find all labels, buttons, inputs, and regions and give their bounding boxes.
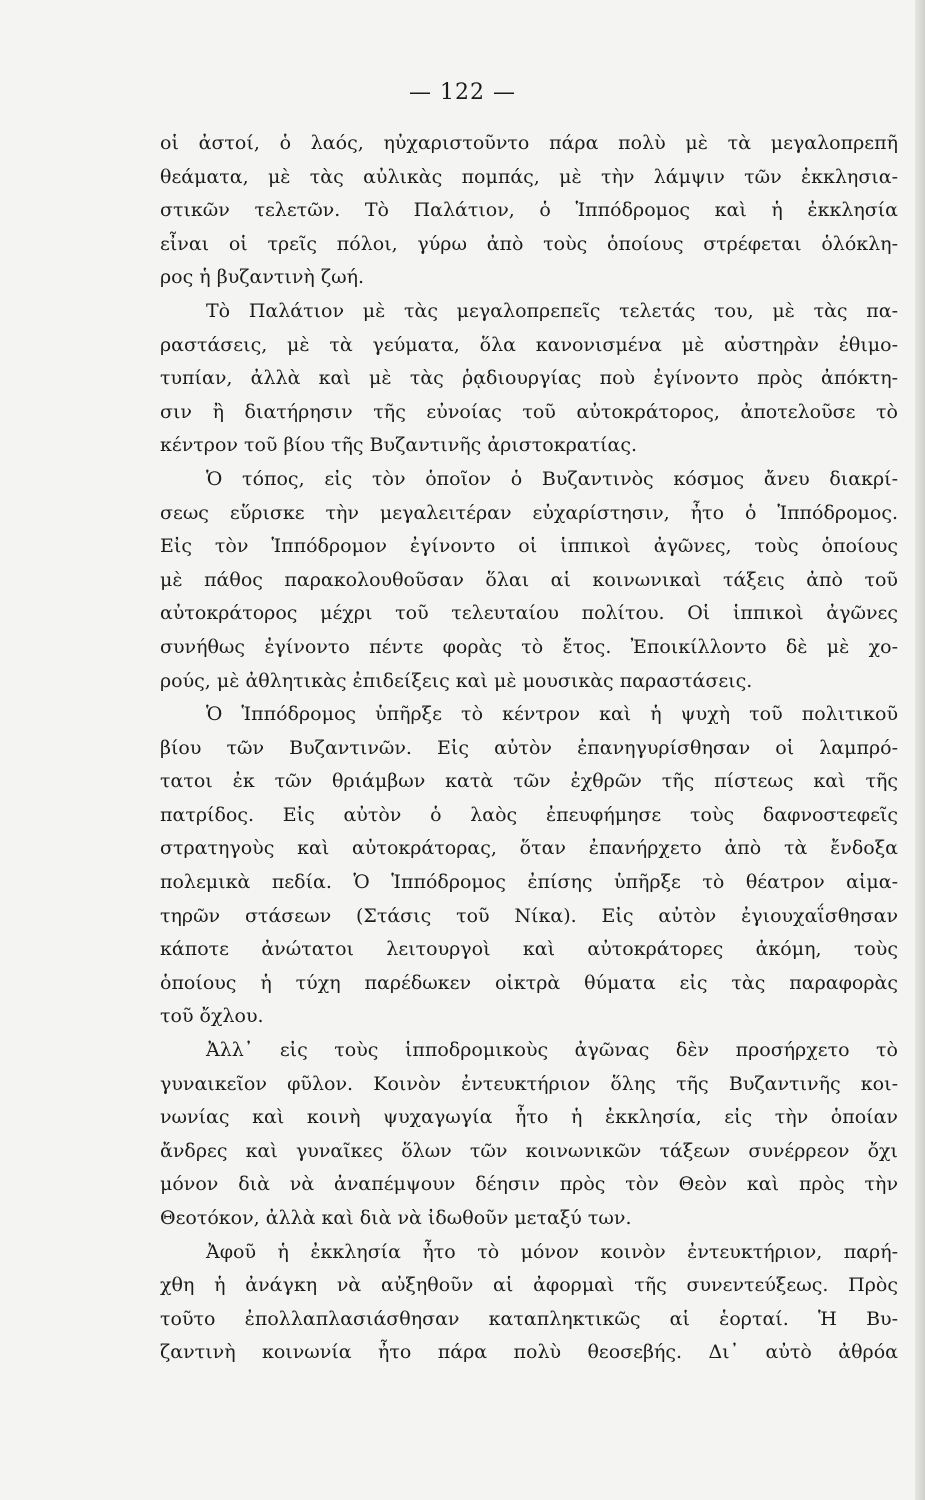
text-line: θεάματα, μὲ τὰς αὐλικὰς πομπάς, μὲ τὴν λάμψιν τῶν ἐκκλησια- [160,165,898,188]
text-line: Τὸ Παλάτιον μὲ τὰς μεγαλοπρεπεῖς τελετάς του, μὲ τὰς πα- [206,299,898,322]
text-line: ὁποίους ἡ τύχη παρέδωκεν οἰκτρὰ θύματα εἰς τὰς παραφορὰς [160,971,898,994]
text-line: στικῶν τελετῶν. Τὸ Παλάτιον, ὁ Ἱππόδρομος καὶ ἡ ἐκκλησία [160,199,898,222]
text-line: πατρίδος. Εἰς αὐτὸν ὁ λαὸς ἐπευφήμησε τοὺς δαφνοστεφεῖς [160,803,898,826]
text-line: τυπίαν, ἀλλὰ καὶ μὲ τὰς ῥᾳδιουργίας ποὺ ἐγίνοντο πρὸς ἀπόκτη- [160,367,898,390]
text-line: μόνον διὰ νὰ ἀναπέμψουν δέησιν πρὸς τὸν Θεὸν καὶ πρὸς τὴν [160,1173,898,1196]
text-line: σιν ἢ διατήρησιν τῆς εὐνοίας τοῦ αὐτοκράτορος, ἀποτελοῦσε τὸ [160,400,898,423]
text-line: οἱ ἀστοί, ὁ λαός, ηὐχαριστοῦντο πάρα πολὺ μὲ τὰ μεγαλοπρεπῆ [160,132,898,154]
text-line: στρατηγοὺς καὶ αὐτοκράτορας, ὅταν ἐπανήρχετο ἀπὸ τὰ ἔνδοξα [160,837,898,860]
text-line: κέντρον τοῦ βίου τῆς Βυζαντινῆς ἀριστοκρατίας. [160,434,638,457]
text-line: ἄνδρες καὶ γυναῖκες ὅλων τῶν κοινωνικῶν τάξεων συνέρρεον ὄχι [160,1139,898,1162]
text-line: γυναικεῖον φῦλον. Κοινὸν ἐντευκτήριον ὅλης τῆς Βυζαντινῆς κοι- [160,1072,898,1095]
text-line: τοῦτο ἐπολλαπλασιάσθησαν καταπληκτικῶς αἱ ἑορταί. Ἡ Βυ- [160,1307,898,1330]
text-line: Εἰς τὸν Ἱππόδρομον ἐγίνοντο οἱ ἱππικοὶ ἀγῶνες, τοὺς ὁποίους [160,535,898,558]
text-line: πολεμικὰ πεδία. Ὁ Ἱππόδρομος ἐπίσης ὑπῆρξε τὸ θέατρον αἱμα- [160,871,898,894]
text-line: βίου τῶν Βυζαντινῶν. Εἰς αὐτὸν ἐπανηγυρίσθησαν οἱ λαμπρό- [160,736,898,759]
text-line: σεως εὕρισκε τὴν μεγαλειτέραν εὐχαρίστησιν, ἦτο ὁ Ἱππόδρομος. [160,501,898,524]
text-line: τοῦ ὄχλου. [160,1005,264,1028]
text-line: τατοι ἐκ τῶν θριάμβων κατὰ τῶν ἐχθρῶν τῆς πίστεως καὶ τῆς [160,770,898,793]
text-line: μὲ πάθος παρακολουθοῦσαν ὅλαι αἱ κοινωνικαὶ τάξεις ἀπὸ τοῦ [160,568,898,591]
text-line: αὐτοκράτορος μέχρι τοῦ τελευταίου πολίτου. Οἱ ἱππικοὶ ἀγῶνες [160,602,898,625]
text-line: χθη ἡ ἀνάγκη νὰ αὐξηθοῦν αἱ ἀφορμαὶ τῆς συνεντεύξεως. Πρὸς [160,1274,898,1297]
text-line: Θεοτόκον, ἀλλὰ καὶ διὰ νὰ ἰδωθοῦν μεταξύ των. [160,1207,632,1229]
text-line: Ἀφοῦ ἡ ἐκκλησία ἦτο τὸ μόνον κοινὸν ἐντευκτήριον, παρή- [206,1240,898,1263]
body-text [160,127,898,1370]
text-line: ρος ἡ βυζαντινὴ ζωή. [160,266,365,289]
text-line: Ὁ Ἱππόδρομος ὑπῆρξε τὸ κέντρον καὶ ἡ ψυχὴ τοῦ πολιτικοῦ [206,703,898,726]
text-line: ζαντινὴ κοινωνία ἦτο πάρα πολὺ θεοσεβής. Δι᾿ αὐτὸ ἀθρόα [160,1341,898,1364]
text-line: εἶναι οἱ τρεῖς πόλοι, γύρω ἀπὸ τοὺς ὁποίους στρέφεται ὁλόκλη- [160,232,898,255]
page-number: — 122 — [409,80,516,105]
text-line: συνήθως ἐγίνοντο πέντε φορὰς τὸ ἔτος. Ἐποικίλλοντο δὲ μὲ χο- [160,635,898,658]
text-line: ραστάσεις, μὲ τὰ γεύματα, ὅλα κανονισμένα μὲ αὐστηρὰν ἐθιμο- [160,333,898,356]
text-line: κάποτε ἀνώτατοι λειτουργοὶ καὶ αὐτοκράτορες ἀκόμη, τοὺς [160,938,898,961]
text-line: Ὁ τόπος, εἰς τὸν ὁποῖον ὁ Βυζαντινὸς κόσμος ἄνευ διακρί- [206,467,898,490]
text-line: Ἀλλ᾿ εἰς τοὺς ἱπποδρομικοὺς ἀγῶνας δὲν προσήρχετο τὸ [206,1039,898,1062]
text-line: ρούς, μὲ ἀθλητικὰς ἐπιδείξεις καὶ μὲ μουσικὰς παραστάσεις. [160,669,753,692]
text-line: τηρῶν στάσεων (Στάσις τοῦ Νίκα). Εἰς αὐτὸν ἐγιουχαΐσθησαν [160,904,898,927]
text-line: νωνίας καὶ κοινὴ ψυχαγωγία ἦτο ἡ ἐκκλησία, εἰς τὴν ὁποίαν [160,1106,898,1129]
page-edge [915,0,925,1500]
